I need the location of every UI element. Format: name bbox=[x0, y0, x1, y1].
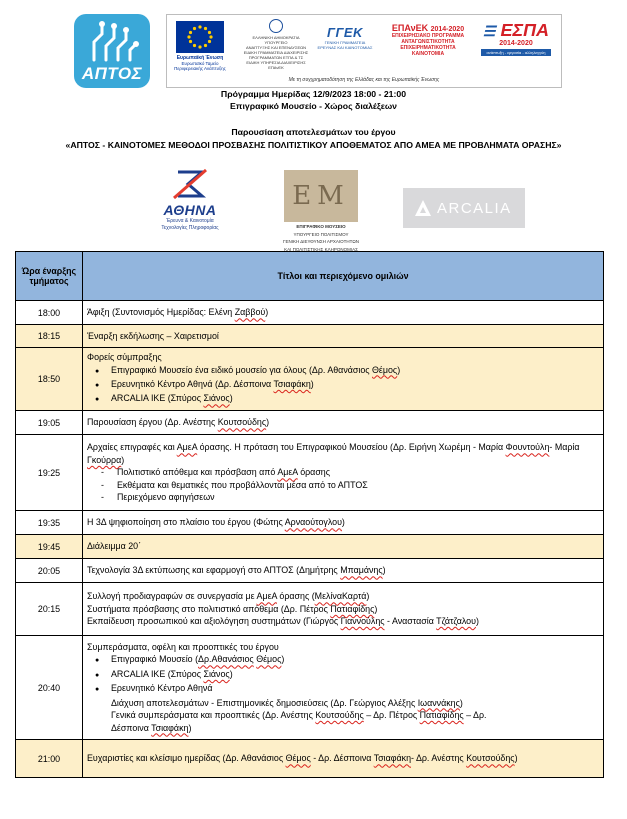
eu-flag-icon bbox=[176, 21, 224, 53]
row-time: 21:00 bbox=[16, 740, 83, 778]
eu-title: Ευρωπαϊκή Ένωση bbox=[176, 55, 224, 61]
table-row bbox=[16, 636, 604, 740]
epigraphic-museum-logo bbox=[282, 170, 360, 252]
logo-banner bbox=[74, 14, 562, 88]
museum-line1: ΕΠΙΓΡΑΦΙΚΟ ΜΟΥΣΕΙΟ bbox=[296, 224, 346, 229]
espa-logo bbox=[475, 21, 557, 56]
program-date: Πρόγραμμα Ημερίδας 12/9/2023 18:00 - 21:00 bbox=[220, 89, 407, 99]
row-time: 19:05 bbox=[16, 411, 83, 435]
row-content: Αρχαίες επιγραφές και ΑμεΑ όρασης. Η πρόταση του Επιγραφικού Μουσείου (Δρ. Ειρήνη Χωρέμη - Μαρία Φουντούλη- Μαρία Γκούρρα) - Πολιτιστικό απόθεμα και πρόσβαση από ΑμεΑ όρασης - Εκθέματα και θεματικές που προβάλλονται μέσα από το ΑΠΤΟΣ - Περιεχόμενο αφηγήσεων bbox=[83, 435, 604, 511]
table-row bbox=[16, 583, 604, 636]
bullet-list bbox=[87, 653, 599, 733]
table-row bbox=[16, 411, 604, 435]
epanek-line1: ΕΠΙΧΕΙΡΗΣΙΑΚΟ ΠΡΟΓΡΑΜΜΑ bbox=[391, 33, 465, 39]
table-row bbox=[16, 301, 604, 325]
epanek-line4: ΚΑΙΝΟΤΟΜΙΑ bbox=[411, 51, 445, 57]
espa-motto: ανάπτυξη - εργασία - αλληλεγγύη bbox=[481, 49, 551, 56]
table-row bbox=[16, 325, 604, 348]
row-time: 18:00 bbox=[16, 301, 83, 325]
epanek-line2: ΑΝΤΑΓΩΝΙΣΤΙΚΟΤΗΤΑ bbox=[401, 39, 455, 45]
athena-mark-icon bbox=[170, 168, 210, 202]
header-time: Ώρα έναρξης τμήματος bbox=[16, 252, 83, 301]
row-content: Ευχαριστίες και κλείσιμο ημερίδας (Δρ. Αθανάσιος Θέμος - Δρ. Δέσποινα Τσιαφάκη- Δρ. Ανέστης Κουτσούδης) bbox=[83, 740, 604, 778]
dash-list bbox=[87, 466, 599, 503]
list-item: ● Ερευνητικό Κέντρο Αθηνά Διάχυση αποτελεσμάτων - Επιστημονικές δημοσιεύσεις (Δρ. Γεώργιος Αλέξης Ιωαννάκης) Γενικά συμπεράσματα και προοπτικές (Δρ. Ανέστης Κουτσούδης – Δρ. Πέτρος Πατιαφίδης – Δρ. Δέσποινα Τσιαφάκη) bbox=[111, 682, 599, 734]
ministry-line5: ΠΡΟΓΡΑΜΜΑΤΩΝ ΕΤΠΑ & ΤΣ bbox=[248, 55, 304, 60]
table-row bbox=[16, 559, 604, 583]
funding-logos bbox=[166, 14, 562, 88]
aptos-logo bbox=[74, 14, 150, 88]
cofunding-text: Με τη συγχρηματοδότηση της Ελλάδας και της Ευρωπαϊκής Ένωσης bbox=[288, 77, 440, 83]
table-header-row bbox=[16, 252, 604, 301]
epanek-years: 2014-2020 bbox=[430, 26, 465, 33]
list-item: ● Επιγραφικό Μουσείο (Δρ.Αθανάσιος Θέμος) bbox=[111, 653, 599, 667]
espa-flag-icon: ☰ bbox=[482, 23, 496, 39]
arcalia-mark-icon bbox=[413, 198, 433, 218]
row-content bbox=[83, 348, 604, 411]
athena-line1: Έρευνα & Καινοτομία bbox=[166, 218, 214, 224]
agenda-table bbox=[15, 251, 604, 778]
epanek-line3: ΕΠΙΧΕΙΡΗΜΑΤΙΚΟΤΗΤΑ bbox=[400, 45, 456, 51]
list-item: ● ARCALIA ΙΚΕ (Σπύρος Σιάνος) bbox=[111, 392, 599, 406]
circuit-hand-icon bbox=[80, 20, 144, 64]
project-title: «ΑΠΤΟΣ - ΚΑΙΝΟΤΟΜΕΣ ΜΕΘΟΔΟΙ ΠΡΟΣΒΑΣΗΣ ΠΟΛΙΤΙΣΤΙΚΟΥ ΑΠΟΘΕΜΑΤΟΣ ΑΠΟ ΑΜΕΑ ΜΕ ΠΡΟΒΛΗΜΑΤΑ ΟΡΑΣΗΣ» bbox=[65, 140, 562, 150]
ministry-line4: ΕΙΔΙΚΗ ΓΡΑΜΜΑΤΕΙΑ ΔΙΑΧΕΙΡΙΣΗΣ bbox=[243, 50, 309, 55]
row-content: Συλλογή προδιαγραφών σε συνεργασία με ΑμεΑ όρασης (ΜελίναΚαρτά) Συστήματα πρόσβασης στο πολιτιστικό απόθεμα (Δρ. Πέτρος Πατιαφίδης) Εκπαίδευση προσωπικού και αξιολόγηση συστημάτων (Γιώργος Γιαννούλης - Αναστασία Τζάτζαλου) bbox=[83, 583, 604, 636]
row-subtitle: Συμπεράσματα, οφέλη και προοπτικές του έργου bbox=[87, 642, 279, 653]
header-title: Τίτλοι και περιεχόμενο ομιλιών bbox=[83, 252, 604, 301]
list-item: - Περιεχόμενο αφηγήσεων bbox=[117, 491, 599, 503]
row-time: 19:25 bbox=[16, 435, 83, 511]
presentation-heading: Παρουσίαση αποτελεσμάτων του έργου bbox=[231, 127, 396, 137]
ministry-line6: ΕΙΔΙΚΗ ΥΠΗΡΕΣΙΑ ΔΙΑΧΕΙΡΙΣΗΣ ΕΠΑνΕΚ bbox=[246, 60, 306, 70]
athena-name: ΑΘΗΝΑ bbox=[163, 202, 217, 218]
eu-logo bbox=[171, 21, 229, 71]
row-time: 19:35 bbox=[16, 511, 83, 535]
row-content bbox=[83, 636, 604, 740]
table-row bbox=[16, 348, 604, 411]
ministry-line1: ΕΛΛΗΝΙΚΗ ΔΗΜΟΚΡΑΤΙΑ bbox=[252, 35, 300, 40]
aptos-logo-text: ΑΠΤΟΣ bbox=[81, 64, 143, 83]
list-item: ● Ερευνητικό Κέντρο Αθηνά (Δρ. Δέσποινα Τσιαφάκη) bbox=[111, 378, 599, 392]
row-content: Διάλειμμα 20΄ bbox=[83, 535, 604, 559]
row-time: 20:40 bbox=[16, 636, 83, 740]
greek-emblem-icon bbox=[269, 19, 283, 33]
row-subtitle: Φορείς σύμπραξης bbox=[87, 352, 162, 363]
epanek-mark: ΕΠΑνΕΚ bbox=[391, 23, 429, 33]
row-time: 20:05 bbox=[16, 559, 83, 583]
row-content: Έναρξη εκδήλωσης – Χαιρετισμοί bbox=[83, 325, 604, 348]
eu-subtitle: Ευρωπαϊκό Ταμείο Περιφερειακής Ανάπτυξης bbox=[174, 61, 226, 71]
table-row bbox=[16, 435, 604, 511]
row-content: Η 3Δ ψηφιοποίηση στο πλαίσιο του έργου (Φώτης Αρναούτογλου) bbox=[83, 511, 604, 535]
ministry-line3: ΑΝΑΠΤΥΞΗΣ ΚΑΙ ΕΠΕΝΔΥΣΕΩΝ bbox=[245, 45, 307, 50]
list-item: - Πολιτιστικό απόθεμα και πρόσβαση από ΑμεΑ όρασης bbox=[117, 466, 599, 478]
list-item: ● ARCALIA ΙΚΕ (Σπύρος Σιάνος) bbox=[111, 668, 599, 682]
epanek-logo bbox=[385, 23, 471, 57]
espa-years: 2014-2020 bbox=[499, 40, 533, 47]
row-content: Άφιξη (Συντονισμός Ημερίδας: Ελένη Ζαββού) bbox=[83, 301, 604, 325]
list-item: ● Επιγραφικό Μουσείο ένα ειδικό μουσείο για όλους (Δρ. Αθανάσιος Θέμος) bbox=[111, 364, 599, 378]
row-content: Τεχνολογία 3Δ εκτύπωσης και εφαρμογή στο ΑΠΤΟΣ (Δημήτρης Μπαμάνης) bbox=[83, 559, 604, 583]
museum-line2: ΥΠΟΥΡΓΕΙΟ ΠΟΛΙΤΙΣΜΟΥ bbox=[293, 231, 349, 237]
athena-logo bbox=[150, 168, 230, 248]
row-time: 20:15 bbox=[16, 583, 83, 636]
ministry-logo bbox=[239, 19, 313, 70]
gsrt-line2: ΕΡΕΥΝΑΣ ΚΑΙ ΚΑΙΝΟΤΟΜΙΑΣ bbox=[317, 45, 373, 50]
row-content: Παρουσίαση έργου (Δρ. Ανέστης Κουτσούδης) bbox=[83, 411, 604, 435]
ministry-line2: ΥΠΟΥΡΓΕΙΟ bbox=[264, 40, 288, 45]
arcalia-logo bbox=[403, 188, 525, 228]
museum-line3: ΓΕΝΙΚΗ ΔΙΕΥΘΥΝΣΗ ΑΡΧΑΙΟΤΗΤΩΝ bbox=[283, 239, 359, 244]
espa-mark: ΕΣΠΑ bbox=[500, 20, 550, 40]
arcalia-name: ARCALIA bbox=[437, 200, 512, 217]
athena-line2: Τεχνολογίες Πληροφορίας bbox=[161, 225, 219, 231]
table-row bbox=[16, 535, 604, 559]
gsrt-logo bbox=[317, 25, 373, 50]
museum-stone-icon: ΕΜ bbox=[284, 170, 358, 222]
row-time: 18:15 bbox=[16, 325, 83, 348]
gsrt-mark: ΓΓΕΚ bbox=[327, 25, 363, 40]
table-row bbox=[16, 511, 604, 535]
program-venue: Επιγραφικό Μουσείο - Χώρος διαλέξεων bbox=[230, 101, 397, 111]
museum-line4: ΚΑΙ ΠΟΛΙΤΙΣΤΙΚΗΣ ΚΛΗΡΟΝΟΜΙΑΣ bbox=[284, 246, 358, 252]
list-item: - Εκθέματα και θεματικές που προβάλλονται μέσα από το ΑΠΤΟΣ bbox=[117, 479, 599, 491]
row-time: 19:45 bbox=[16, 535, 83, 559]
gsrt-line1: ΓΕΝΙΚΗ ΓΡΑΜΜΑΤΕΙΑ bbox=[324, 40, 366, 45]
row-time: 18:50 bbox=[16, 348, 83, 411]
table-row bbox=[16, 740, 604, 778]
bullet-list bbox=[87, 364, 599, 407]
